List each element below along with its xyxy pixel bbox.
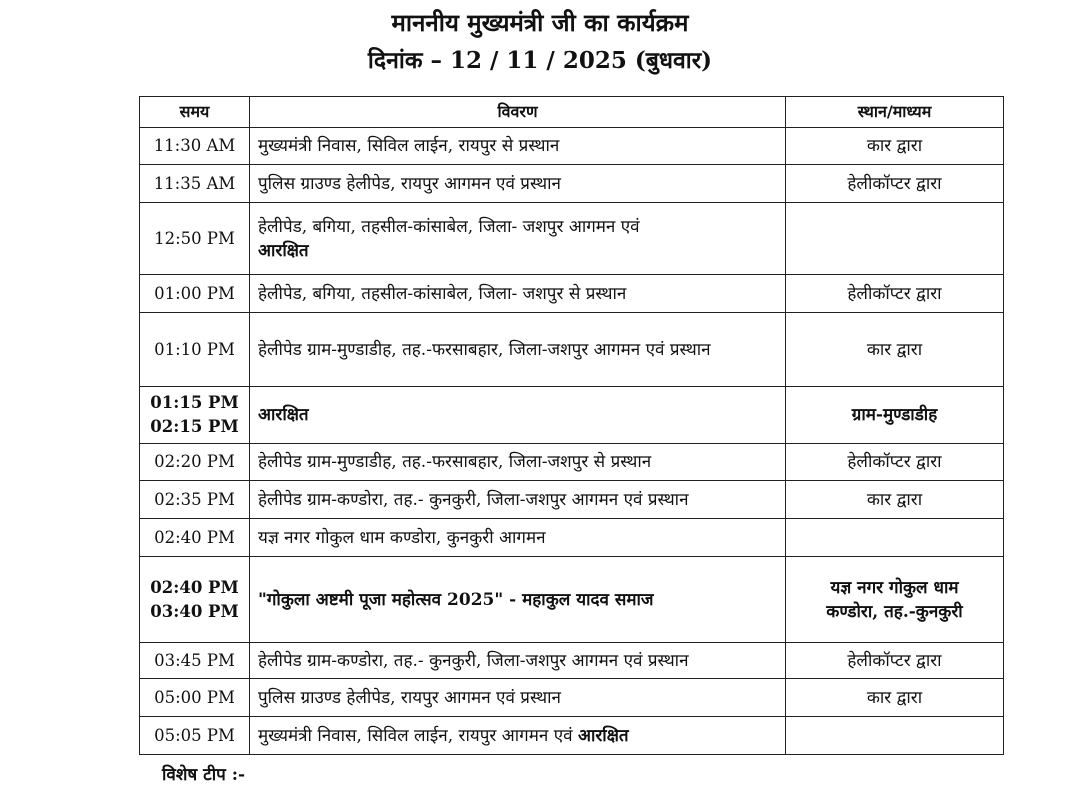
row-place: ग्राम-मुण्डाडीह bbox=[786, 387, 1004, 444]
row-time: 02:40 PM bbox=[140, 519, 250, 557]
row-time: 11:35 AM bbox=[140, 165, 250, 203]
row-description: यज्ञ नगर गोकुल धाम कण्डोरा, कुनकुरी आगमन bbox=[250, 519, 786, 557]
row-description: मुख्यमंत्री निवास, सिविल लाईन, रायपुर से प्रस्थान bbox=[250, 128, 786, 165]
table-row bbox=[140, 557, 1004, 643]
row-description: पुलिस ग्राउण्ड हेलीपेड, रायपुर आगमन एवं प्रस्थान bbox=[250, 679, 786, 717]
row-description: पुलिस ग्राउण्ड हेलीपेड, रायपुर आगमन एवं प्रस्थान bbox=[250, 165, 786, 203]
special-note-label: विशेष टीप :- bbox=[162, 765, 246, 785]
row-place bbox=[786, 203, 1004, 275]
row-time: 01:00 PM bbox=[140, 275, 250, 313]
row-description: हेलीपेड ग्राम-मुण्डाडीह, तह.-फरसाबहार, जिला-जशपुर आगमन एवं प्रस्थान bbox=[250, 313, 786, 387]
row-time: 11:30 AM bbox=[140, 128, 250, 165]
row-time: 05:00 PM bbox=[140, 679, 250, 717]
row-time: 01:15 PM 02:15 PM bbox=[140, 387, 250, 444]
table-row bbox=[140, 275, 1004, 313]
row-place: यज्ञ नगर गोकुल धाम कण्डोरा, तह.-कुनकुरी bbox=[786, 557, 1004, 643]
table-row bbox=[140, 128, 1004, 165]
row-place: कार द्वारा bbox=[786, 679, 1004, 717]
row-description: मुख्यमंत्री निवास, सिविल लाईन, रायपुर आगमन एवं आरक्षित bbox=[250, 717, 786, 755]
table-row bbox=[140, 643, 1004, 679]
row-place: कार द्वारा bbox=[786, 128, 1004, 165]
row-place: हेलीकॉप्टर द्वारा bbox=[786, 275, 1004, 313]
row-description: हेलीपेड, बगिया, तहसील-कांसाबेल, जिला- जशपुर से प्रस्थान bbox=[250, 275, 786, 313]
row-description: हेलीपेड, बगिया, तहसील-कांसाबेल, जिला- जशपुर आगमन एवं आरक्षित bbox=[250, 203, 786, 275]
table-row bbox=[140, 717, 1004, 755]
row-place bbox=[786, 519, 1004, 557]
column-header-description: विवरण bbox=[250, 97, 786, 128]
row-time: 01:10 PM bbox=[140, 313, 250, 387]
table-row bbox=[140, 203, 1004, 275]
row-time: 12:50 PM bbox=[140, 203, 250, 275]
table-row bbox=[140, 679, 1004, 717]
row-time: 02:40 PM 03:40 PM bbox=[140, 557, 250, 643]
row-description: हेलीपेड ग्राम-कण्डोरा, तह.- कुनकुरी, जिला-जशपुर आगमन एवं प्रस्थान bbox=[250, 481, 786, 519]
row-description bbox=[250, 557, 786, 643]
table-row bbox=[140, 519, 1004, 557]
table-row bbox=[140, 387, 1004, 444]
row-place: हेलीकॉप्टर द्वारा bbox=[786, 444, 1004, 481]
row-time: 03:45 PM bbox=[140, 643, 250, 679]
row-place: कार द्वारा bbox=[786, 313, 1004, 387]
table-row bbox=[140, 313, 1004, 387]
row-place: हेलीकॉप्टर द्वारा bbox=[786, 643, 1004, 679]
reserved-label: आरक्षित bbox=[577, 725, 629, 746]
row-description: हेलीपेड ग्राम-मुण्डाडीह, तह.-फरसाबहार, जिला-जशपुर से प्रस्थान bbox=[250, 444, 786, 481]
reserved-label: आरक्षित bbox=[258, 405, 309, 425]
table-row bbox=[140, 165, 1004, 203]
table-header-row bbox=[140, 97, 1004, 128]
row-time: 02:20 PM bbox=[140, 444, 250, 481]
schedule-table bbox=[139, 96, 1004, 755]
date-line: दिनांक – 12 / 11 / 2025 (बुधवार) bbox=[367, 47, 713, 74]
column-header-place: स्थान/माध्यम bbox=[786, 97, 1004, 128]
row-time: 02:35 PM bbox=[140, 481, 250, 519]
row-description bbox=[250, 387, 786, 444]
table-row bbox=[140, 481, 1004, 519]
row-place: हेलीकॉप्टर द्वारा bbox=[786, 165, 1004, 203]
reserved-label: आरक्षित bbox=[258, 240, 309, 261]
row-place bbox=[786, 717, 1004, 755]
row-description: हेलीपेड ग्राम-कण्डोरा, तह.- कुनकुरी, जिला-जशपुर आगमन एवं प्रस्थान bbox=[250, 643, 786, 679]
event-name: "गोकुला अष्टमी पूजा महोत्सव 2025" - महाकुल यादव समाज bbox=[258, 589, 654, 610]
column-header-time: समय bbox=[140, 97, 250, 128]
row-place: कार द्वारा bbox=[786, 481, 1004, 519]
row-time: 05:05 PM bbox=[140, 717, 250, 755]
table-row bbox=[140, 444, 1004, 481]
page-title: माननीय मुख्यमंत्री जी का कार्यक्रम bbox=[391, 8, 689, 37]
